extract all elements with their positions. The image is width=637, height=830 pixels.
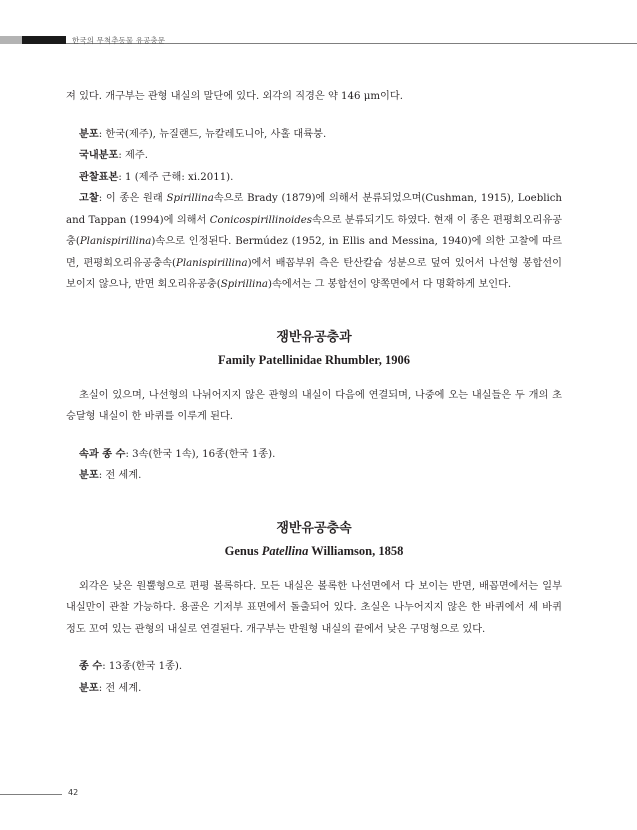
family-distribution: 분포: 전 세계. bbox=[79, 469, 142, 481]
header-black-block bbox=[22, 36, 66, 44]
page-content bbox=[66, 86, 562, 699]
species-specimen: 관찰표본: 1 (제주 근해: xi.2011). bbox=[79, 170, 234, 183]
family-heading-korean: 쟁반유공충과 bbox=[276, 329, 352, 345]
family-counts: 속과 종 수: 3속(한국 1속), 16종(한국 1종). bbox=[79, 447, 276, 460]
family-heading-english: Family Patellinidae Rhumbler, 1906 bbox=[218, 352, 410, 367]
family-heading bbox=[66, 326, 562, 371]
genus-heading bbox=[66, 517, 562, 562]
species-remarks: 고찰: 이 종은 원래 Spirillina속으로 Brady (1879)에 의해서 분류되었으며(Cushman, 1915), Loeblich and Tappan (1994)에 의해서 Conicospirillinoides속으로 분류되기도 하였다. 현재 이 종은 편평회오리유공충(Planispirillina)속으로 인정된다. Bermúdez (1952, in Ellis and Messina, 1940)에 의한 고찰에 따르면, 편평회오리유공충속(Planispirillina)에서 배꼽부위 측은 탄산칼슘 성분으로 덮여 있어서 나선형 봉합선이 보이지 않으나, 반면 회오리유공충(Spirillina)속에서는 그 봉합선이 양쪽면에서 다 명확하게 보인다. bbox=[66, 192, 562, 290]
genus-distribution: 분포: 전 세계. bbox=[79, 681, 142, 694]
running-title: 한국의 무척추동물 유공충문 bbox=[72, 36, 166, 45]
genus-heading-korean: 쟁반유공충속 bbox=[276, 520, 352, 536]
header-gray-block bbox=[0, 36, 22, 44]
genus-description: 외각은 낮은 원뿔형으로 편평 볼록하다. 모든 내실은 볼록한 나선면에서 다 보이는 반면, 배꼽면에서는 일부 내실만이 관찰 가능하다. 용골은 기저부 표면에서 돌출되어 있다. 초실은 나누어지지 않은 한 바퀴에서 세 바퀴 정도 꼬여 있는 관형의 내실로 연결된다. 개구부는 반원형 내실의 끝에서 낮은 구멍형으로 있다. bbox=[66, 580, 562, 635]
family-description: 초실이 있으며, 나선형의 나뉘어지지 않은 관형의 내실이 다음에 연결되며, 나중에 오는 내실들은 두 개의 초승달형 내실이 한 바퀴를 이루게 된다. bbox=[66, 389, 562, 422]
genus-counts: 종 수: 13종(한국 1종). bbox=[79, 660, 183, 672]
species-domestic-distribution: 국내분포: 제주. bbox=[79, 149, 148, 161]
continuation-paragraph: 져 있다. 개구부는 관형 내실의 말단에 있다. 외각의 직경은 약 146 μm이다. bbox=[66, 91, 403, 102]
genus-heading-english: Genus Patellina Williamson, 1858 bbox=[224, 543, 404, 558]
footer-rule bbox=[0, 794, 62, 795]
species-distribution: 분포: 한국(제주), 뉴질랜드, 뉴칼레도니아, 사홀 대륙붕. bbox=[79, 127, 327, 140]
page-number: 42 bbox=[68, 788, 79, 797]
